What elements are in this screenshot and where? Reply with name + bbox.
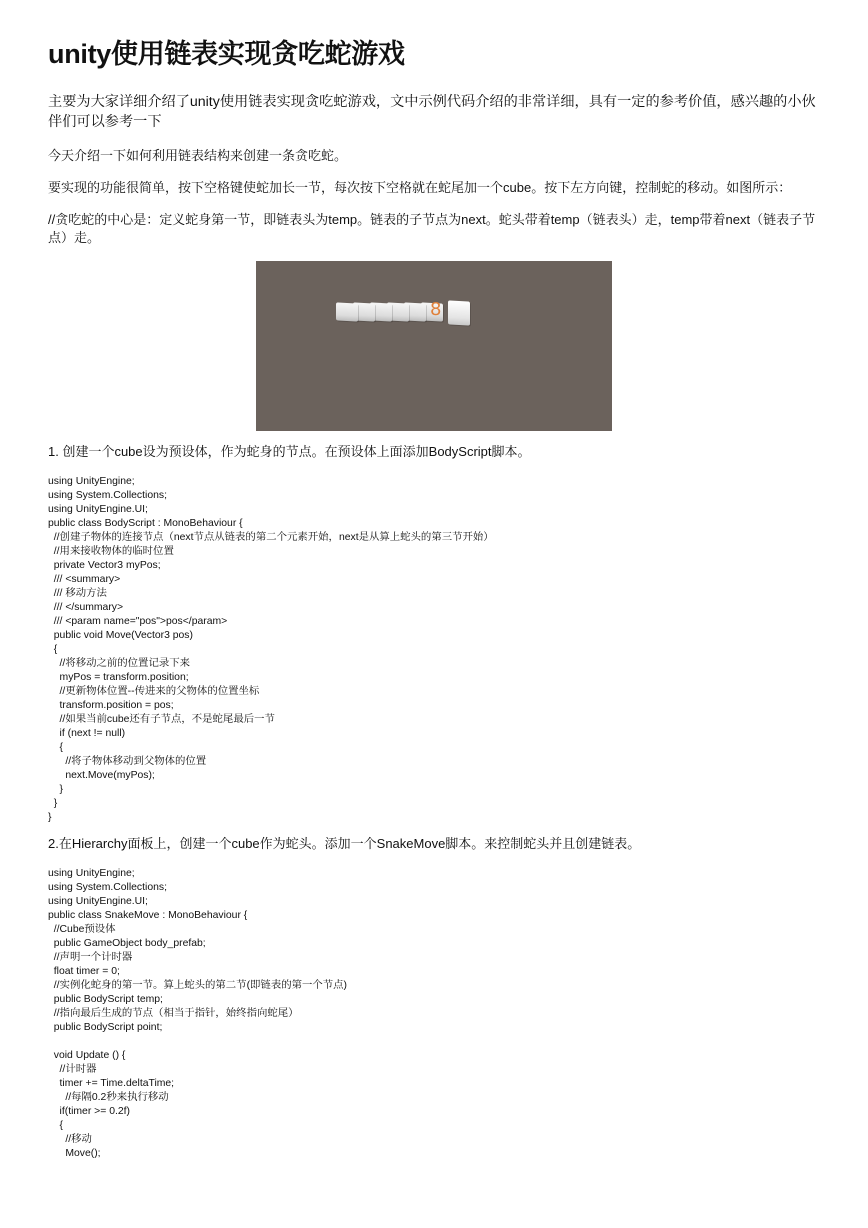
- paragraph: 今天介绍一下如何利用链表结构来创建一条贪吃蛇。: [48, 148, 348, 163]
- code-line: }: [48, 812, 52, 823]
- snake-body-cube: [336, 302, 358, 321]
- code-line: //如果当前cube还有子节点，不是蛇尾最后一节: [48, 714, 275, 725]
- code-line: public void Move(Vector3 pos): [48, 630, 193, 641]
- code-line: next.Move(myPos);: [48, 770, 155, 781]
- code-line: //移动: [48, 1134, 92, 1145]
- code-line: //更新物体位置--传进来的父物体的位置坐标: [48, 686, 260, 697]
- code-line: [48, 1035, 820, 1049]
- snake-screenshot-image: [256, 261, 612, 431]
- code-line: using System.Collections;: [48, 490, 167, 501]
- snake-head-cube: [448, 300, 470, 325]
- code-line: public GameObject body_prefab;: [48, 938, 206, 949]
- code-block-snakemove: [48, 867, 820, 1161]
- code-line: using UnityEngine.UI;: [48, 504, 148, 515]
- code-line: if (next != null): [48, 728, 126, 739]
- code-line: /// </summary>: [48, 602, 124, 613]
- code-line: //声明一个计时器: [48, 952, 133, 963]
- code-line: {: [48, 644, 58, 655]
- code-line: void Update () {: [48, 1050, 126, 1061]
- code-line: //Cube预设体: [48, 924, 116, 935]
- paragraph: //贪吃蛇的中心是：定义蛇身第一节，即链表头为temp。链表的子节点为next。蛇头带着temp（链表头）走，temp带着next（链表子节点）走。: [48, 212, 816, 245]
- snake-marker: 8: [430, 299, 442, 320]
- intro-summary: 主要为大家详细介绍了unity使用链表实现贪吃蛇游戏，文中示例代码介绍的非常详细，具有一定的参考价值，感兴趣的小伙伴们可以参考一下: [48, 94, 816, 130]
- code-line: {: [48, 742, 64, 753]
- code-line: using UnityEngine;: [48, 476, 135, 487]
- code-line: }: [48, 798, 58, 809]
- code-line: /// <param name="pos">pos</param>: [48, 616, 228, 627]
- code-line: /// <summary>: [48, 574, 121, 585]
- code-line: private Vector3 myPos;: [48, 560, 161, 571]
- code-line: }: [48, 784, 64, 795]
- code-line: public class SnakeMove : MonoBehaviour {: [48, 910, 248, 921]
- code-line: //创建子物体的连接节点（next节点从链表的第二个元素开始，next是从算上蛇头的第三节开始）: [48, 532, 494, 543]
- code-line: myPos = transform.position;: [48, 672, 189, 683]
- code-line: //每隔0.2秒来执行移动: [48, 1092, 169, 1103]
- code-line: public class BodyScript : MonoBehaviour {: [48, 518, 243, 529]
- code-line: using System.Collections;: [48, 882, 167, 893]
- code-line: //用来接收物体的临时位置: [48, 546, 174, 557]
- step-2-heading: 2.在Hierarchy面板上，创建一个cube作为蛇头。添加一个SnakeMove脚本。来控制蛇头并且创建链表。: [48, 836, 641, 851]
- code-line: using UnityEngine;: [48, 868, 135, 879]
- code-line: //指向最后生成的节点（相当于指针，始终指向蛇尾）: [48, 1008, 299, 1019]
- code-line: //将子物体移动到父物体的位置: [48, 756, 207, 767]
- code-line: //实例化蛇身的第一节。算上蛇头的第二节(即链表的第一个节点): [48, 980, 348, 991]
- code-line: public BodyScript temp;: [48, 994, 163, 1005]
- code-line: timer += Time.deltaTime;: [48, 1078, 175, 1089]
- paragraph: 要实现的功能很简单，按下空格键使蛇加长一节，每次按下空格就在蛇尾加一个cube。按下左方向键，控制蛇的移动。如图所示：: [48, 180, 792, 195]
- code-line: if(timer >= 0.2f): [48, 1106, 130, 1117]
- code-line: float timer = 0;: [48, 966, 120, 977]
- code-line: {: [48, 1120, 64, 1131]
- code-line: using UnityEngine.UI;: [48, 896, 148, 907]
- step-1-heading: 1. 创建一个cube设为预设体，作为蛇身的节点。在预设体上面添加BodyScript脚本。: [48, 444, 531, 459]
- document-page: [48, 36, 820, 1171]
- figure-container: [48, 261, 820, 431]
- code-line: transform.position = pos;: [48, 700, 174, 711]
- code-line: Move();: [48, 1148, 101, 1159]
- page-title: unity使用链表实现贪吃蛇游戏: [48, 39, 405, 69]
- code-line: public BodyScript point;: [48, 1022, 163, 1033]
- code-line: //计时器: [48, 1064, 97, 1075]
- code-line: //将移动之前的位置记录下来: [48, 658, 191, 669]
- code-block-bodyscript: [48, 475, 820, 825]
- code-line: /// 移动方法: [48, 588, 107, 599]
